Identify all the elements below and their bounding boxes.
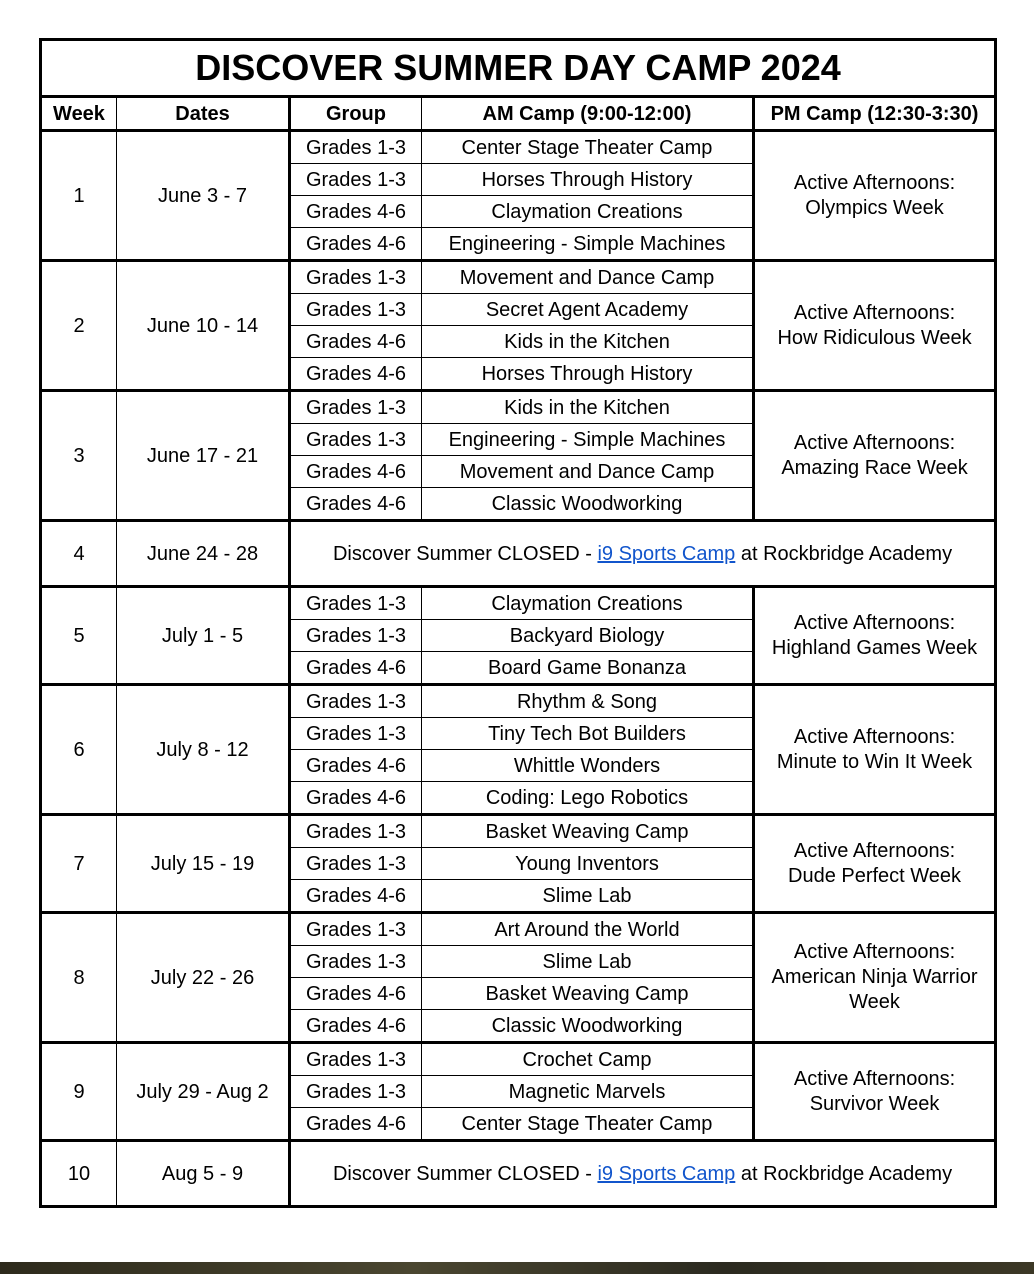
grade-group: Grades 4-6: [290, 488, 422, 521]
i9-sports-camp-link[interactable]: i9 Sports Camp: [597, 1162, 736, 1185]
pm-camp-line: Active Afternoons:: [793, 171, 956, 194]
table-row: [41, 1043, 996, 1076]
am-camp-name: Young Inventors: [422, 848, 754, 880]
pm-camp-line: Active Afternoons:: [793, 611, 956, 634]
am-camp-name: Center Stage Theater Camp: [422, 131, 754, 164]
am-camp-name: Classic Woodworking: [422, 488, 754, 521]
pm-camp-line: How Ridiculous Week: [777, 326, 972, 349]
week-dates: July 15 - 19: [117, 815, 290, 913]
pm-camp-line: Survivor Week: [809, 1092, 940, 1115]
grade-group: Grades 1-3: [290, 587, 422, 620]
am-camp-name: Horses Through History: [422, 358, 754, 391]
am-camp-name: Crochet Camp: [422, 1043, 754, 1076]
grade-group: Grades 1-3: [290, 294, 422, 326]
closed-prefix: Discover Summer CLOSED -: [332, 1162, 598, 1185]
grade-group: Grades 1-3: [290, 685, 422, 718]
pm-camp-cell: [754, 1043, 996, 1141]
pm-camp-cell: [754, 587, 996, 685]
am-camp-name: Rhythm & Song: [422, 685, 754, 718]
pm-camp-line: Active Afternoons:: [793, 431, 956, 454]
grade-group: Grades 1-3: [290, 131, 422, 164]
pm-camp-cell: [754, 685, 996, 815]
pm-camp-line: Amazing Race Week: [781, 456, 968, 479]
am-camp-name: Board Game Bonanza: [422, 652, 754, 685]
grade-group: Grades 1-3: [290, 391, 422, 424]
week-number: 1: [41, 131, 117, 261]
week-dates: July 22 - 26: [117, 913, 290, 1043]
am-camp-name: Tiny Tech Bot Builders: [422, 718, 754, 750]
background-strip: [0, 1262, 1034, 1274]
am-camp-name: Claymation Creations: [422, 587, 754, 620]
am-camp-name: Magnetic Marvels: [422, 1076, 754, 1108]
grade-group: Grades 1-3: [290, 946, 422, 978]
am-camp-name: Claymation Creations: [422, 196, 754, 228]
week-number: 6: [41, 685, 117, 815]
am-camp-name: Kids in the Kitchen: [422, 326, 754, 358]
week-number: 4: [41, 521, 117, 587]
week-dates: June 17 - 21: [117, 391, 290, 521]
am-camp-name: Basket Weaving Camp: [422, 978, 754, 1010]
week-dates: July 8 - 12: [117, 685, 290, 815]
am-camp-name: Backyard Biology: [422, 620, 754, 652]
pm-camp-line: Highland Games Week: [771, 636, 978, 659]
week-number: 7: [41, 815, 117, 913]
am-camp-name: Secret Agent Academy: [422, 294, 754, 326]
week-dates: June 10 - 14: [117, 261, 290, 391]
pm-camp-line: Active Afternoons:: [793, 1067, 956, 1090]
grade-group: Grades 4-6: [290, 750, 422, 782]
week-dates: June 3 - 7: [117, 131, 290, 261]
week-row-closed: [41, 521, 996, 587]
closed-suffix: at Rockbridge Academy: [735, 1162, 953, 1185]
header-week: Week: [41, 97, 117, 131]
table-row: [41, 261, 996, 294]
grade-group: Grades 4-6: [290, 456, 422, 488]
i9-sports-camp-link[interactable]: i9 Sports Camp: [597, 542, 736, 565]
grade-group: Grades 4-6: [290, 652, 422, 685]
grade-group: Grades 4-6: [290, 1108, 422, 1141]
am-camp-name: Horses Through History: [422, 164, 754, 196]
grade-group: Grades 4-6: [290, 358, 422, 391]
grade-group: Grades 1-3: [290, 815, 422, 848]
am-camp-name: Classic Woodworking: [422, 1010, 754, 1043]
table-row: [41, 131, 996, 164]
table-row: [41, 685, 996, 718]
week-number: 2: [41, 261, 117, 391]
pm-camp-line: Minute to Win It Week: [776, 750, 973, 773]
grade-group: Grades 4-6: [290, 1010, 422, 1043]
camp-schedule-table: [39, 38, 997, 1208]
week-dates: July 1 - 5: [117, 587, 290, 685]
week-number: 9: [41, 1043, 117, 1141]
pm-camp-line: Active Afternoons:: [793, 839, 956, 862]
closed-prefix: Discover Summer CLOSED -: [332, 542, 598, 565]
grade-group: Grades 4-6: [290, 782, 422, 815]
am-camp-name: Art Around the World: [422, 913, 754, 946]
pm-camp-cell: [754, 261, 996, 391]
table-row: [41, 815, 996, 848]
page-title: DISCOVER SUMMER DAY CAMP 2024: [41, 40, 996, 97]
grade-group: Grades 1-3: [290, 164, 422, 196]
pm-camp-cell: [754, 131, 996, 261]
am-camp-name: Slime Lab: [422, 946, 754, 978]
grade-group: Grades 4-6: [290, 326, 422, 358]
am-camp-name: Engineering - Simple Machines: [422, 424, 754, 456]
am-camp-name: Engineering - Simple Machines: [422, 228, 754, 261]
table-row: [41, 587, 996, 620]
pm-camp-line: Olympics Week: [805, 196, 944, 219]
header-am-camp: AM Camp (9:00-12:00): [422, 97, 754, 131]
am-camp-name: Coding: Lego Robotics: [422, 782, 754, 815]
table-row: [41, 913, 996, 946]
closed-notice: [290, 521, 996, 587]
header-group: Group: [290, 97, 422, 131]
week-number: 3: [41, 391, 117, 521]
pm-camp-line: Week: [849, 991, 900, 1013]
week-number: 5: [41, 587, 117, 685]
grade-group: Grades 1-3: [290, 913, 422, 946]
grade-group: Grades 1-3: [290, 1076, 422, 1108]
closed-notice: [290, 1141, 996, 1207]
week-number: 10: [41, 1141, 117, 1207]
pm-camp-line: Dude Perfect Week: [788, 864, 962, 887]
pm-camp-line: Active Afternoons:: [793, 725, 956, 748]
pm-camp-line: Active Afternoons:: [793, 941, 956, 963]
grade-group: Grades 1-3: [290, 848, 422, 880]
grade-group: Grades 1-3: [290, 718, 422, 750]
closed-suffix: at Rockbridge Academy: [735, 542, 953, 565]
am-camp-name: Movement and Dance Camp: [422, 261, 754, 294]
week-dates: July 29 - Aug 2: [117, 1043, 290, 1141]
pm-camp-cell: [754, 815, 996, 913]
am-camp-name: Slime Lab: [422, 880, 754, 913]
am-camp-name: Whittle Wonders: [422, 750, 754, 782]
am-camp-name: Basket Weaving Camp: [422, 815, 754, 848]
grade-group: Grades 1-3: [290, 1043, 422, 1076]
pm-camp-line: Active Afternoons:: [793, 301, 956, 324]
header-dates: Dates: [117, 97, 290, 131]
grade-group: Grades 1-3: [290, 424, 422, 456]
grade-group: Grades 4-6: [290, 196, 422, 228]
grade-group: Grades 4-6: [290, 228, 422, 261]
header-pm-camp: PM Camp (12:30-3:30): [754, 97, 996, 131]
table-row: [41, 391, 996, 424]
pm-camp-cell: [754, 913, 996, 1043]
pm-camp-line: American Ninja Warrior: [771, 966, 978, 988]
pm-camp-cell: [754, 391, 996, 521]
am-camp-name: Movement and Dance Camp: [422, 456, 754, 488]
week-row-closed: [41, 1141, 996, 1207]
grade-group: Grades 4-6: [290, 880, 422, 913]
am-camp-name: Center Stage Theater Camp: [422, 1108, 754, 1141]
week-dates: June 24 - 28: [117, 521, 290, 587]
am-camp-name: Kids in the Kitchen: [422, 391, 754, 424]
week-number: 8: [41, 913, 117, 1043]
grade-group: Grades 1-3: [290, 620, 422, 652]
grade-group: Grades 4-6: [290, 978, 422, 1010]
grade-group: Grades 1-3: [290, 261, 422, 294]
week-dates: Aug 5 - 9: [117, 1141, 290, 1207]
